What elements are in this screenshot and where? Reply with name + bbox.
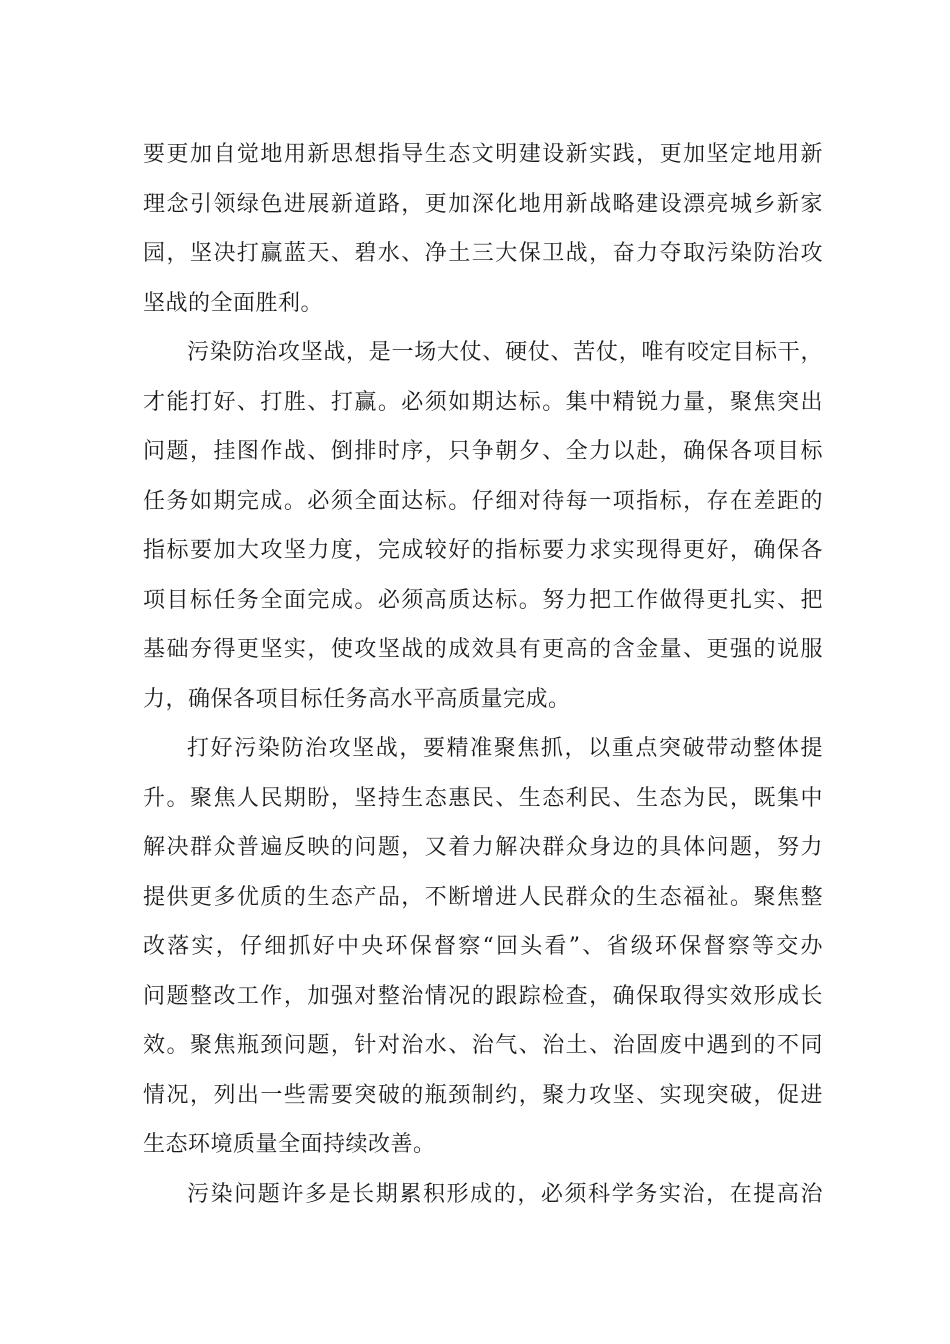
text-line: 效。聚焦瓶颈问题，针对治水、治气、治土、治固废中遇到的不同 (143, 1033, 823, 1058)
text-line: 问题，挂图作战、倒排时序，只争朝夕、全力以赴，确保各项目标 (143, 439, 823, 464)
text-line: 生态环境质量全面持续改善。 (143, 1132, 436, 1157)
text-line: 任务如期完成。必须全面达标。仔细对待每一项指标，存在差距的 (143, 488, 823, 514)
text-line: 问题整改工作，加强对整治情况的跟踪检查，确保取得实效形成长 (143, 983, 823, 1009)
text-line: 要更加自觉地用新思想指导生态文明建设新实践，更加坚定地用新 (143, 142, 823, 167)
text-line: 基础夯得更坚实，使攻坚战的成效具有更高的含金量、更强的说服 (143, 637, 823, 662)
text-line: 提供更多优质的生态产品，不断增进人民群众的生态福祉。聚焦整 (143, 884, 823, 910)
text-line: 污染防治攻坚战，是一场大仗、硬仗、苦仗，唯有咬定目标干， (187, 340, 823, 365)
paragraph (143, 130, 823, 328)
text-line: 坚战的全面胜利。 (143, 290, 324, 316)
body-text (143, 130, 823, 1219)
text-line: 改落实，仔细抓好中央环保督察“回头看”、省级环保督察等交办 (143, 934, 823, 959)
paragraph (143, 1170, 823, 1220)
text-line: 项目标任务全面完成。必须高质达标。努力把工作做得更扎实、把 (143, 587, 823, 613)
text-line: 指标要加大攻坚力度，完成较好的指标要力求实现得更好，确保各 (143, 538, 823, 563)
text-line: 打好污染防治攻坚战，要精准聚焦抓，以重点突破带动整体提 (187, 736, 823, 761)
text-line: 理念引领绿色进展新道路，更加深化地用新战略建设漂亮城乡新家 (143, 191, 823, 217)
text-line: 力，确保各项目标任务高水平高质量完成。 (143, 686, 571, 712)
text-line: 污染问题许多是长期累积形成的，必须科学务实治，在提高治 (187, 1181, 823, 1207)
text-line: 才能打好、打胜、打赢。必须如期达标。集中精锐力量，聚焦突出 (143, 389, 823, 415)
text-line: 园，坚决打赢蓝天、碧水、净土三大保卫战，奋力夺取污染防治攻 (143, 241, 823, 266)
text-line: 情况，列出一些需要突破的瓶颈制约，聚力攻坚、实现突破，促进 (143, 1082, 823, 1108)
paragraph (143, 724, 823, 1170)
text-line: 升。聚焦人民期盼，坚持生态惠民、生态利民、生态为民，既集中 (143, 785, 823, 811)
text-line: 解决群众普遍反映的问题，又着力解决群众身边的具体问题，努力 (143, 835, 823, 860)
paragraph (143, 328, 823, 724)
